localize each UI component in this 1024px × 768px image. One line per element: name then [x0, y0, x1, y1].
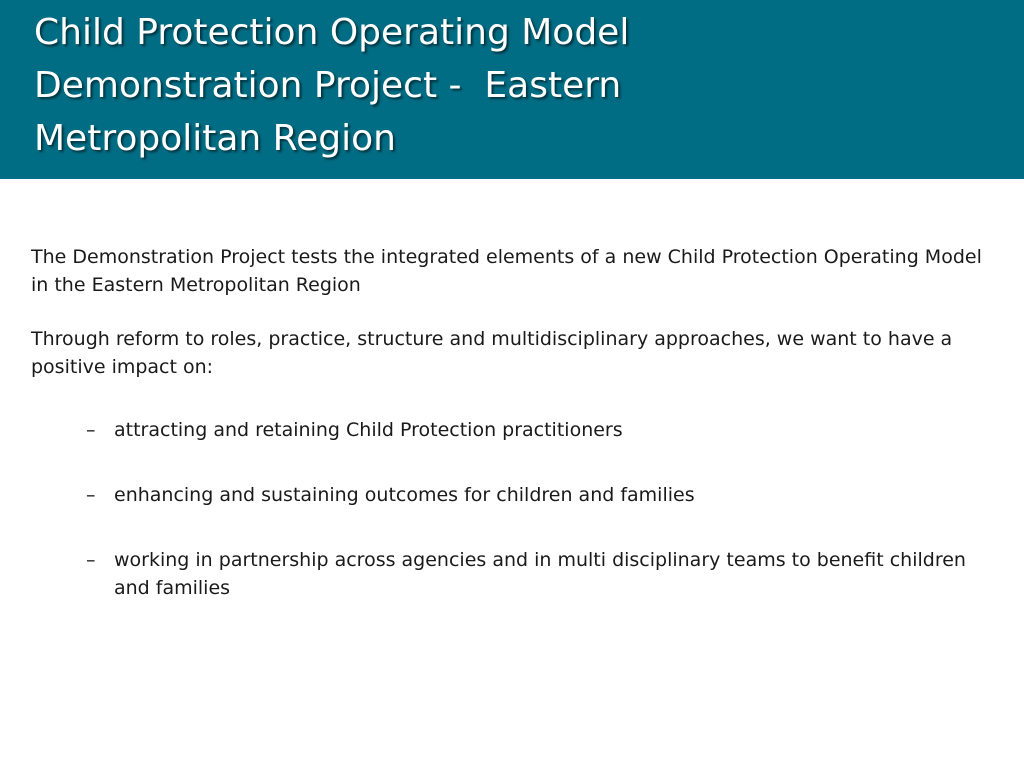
bullet-item-partnership	[31, 546, 1001, 602]
bullet-text: enhancing and sustaining outcomes for children and families	[114, 484, 695, 506]
bullet-dash: –	[86, 419, 96, 441]
impact-bullet-list	[31, 416, 1001, 602]
bullet-item-enhancing-outcomes	[31, 481, 1001, 509]
bullet-text: working in partnership across agencies and in multi disciplinary teams to benefit children and families	[114, 549, 966, 599]
slide-title-line-1: Child Protection Operating Model	[34, 12, 630, 53]
bullet-dash: –	[86, 549, 96, 571]
slide-title-line-3: Metropolitan Region	[34, 118, 396, 159]
title-banner	[0, 0, 1024, 179]
intro-paragraph: The Demonstration Project tests the integrated elements of a new Child Protection Operating Model in the Eastern Metropolitan Region	[31, 246, 982, 296]
bullet-dash: –	[86, 484, 96, 506]
slide-title-line-2: Demonstration Project - Eastern	[34, 65, 622, 106]
bullet-text: attracting and retaining Child Protection practitioners	[114, 419, 623, 441]
slide-body	[31, 243, 1001, 602]
slide-title	[34, 6, 994, 165]
impact-paragraph: Through reform to roles, practice, structure and multidisciplinary approaches, we want to have a positive impact on:	[31, 328, 953, 378]
bullet-item-attracting-practitioners	[31, 416, 1001, 444]
